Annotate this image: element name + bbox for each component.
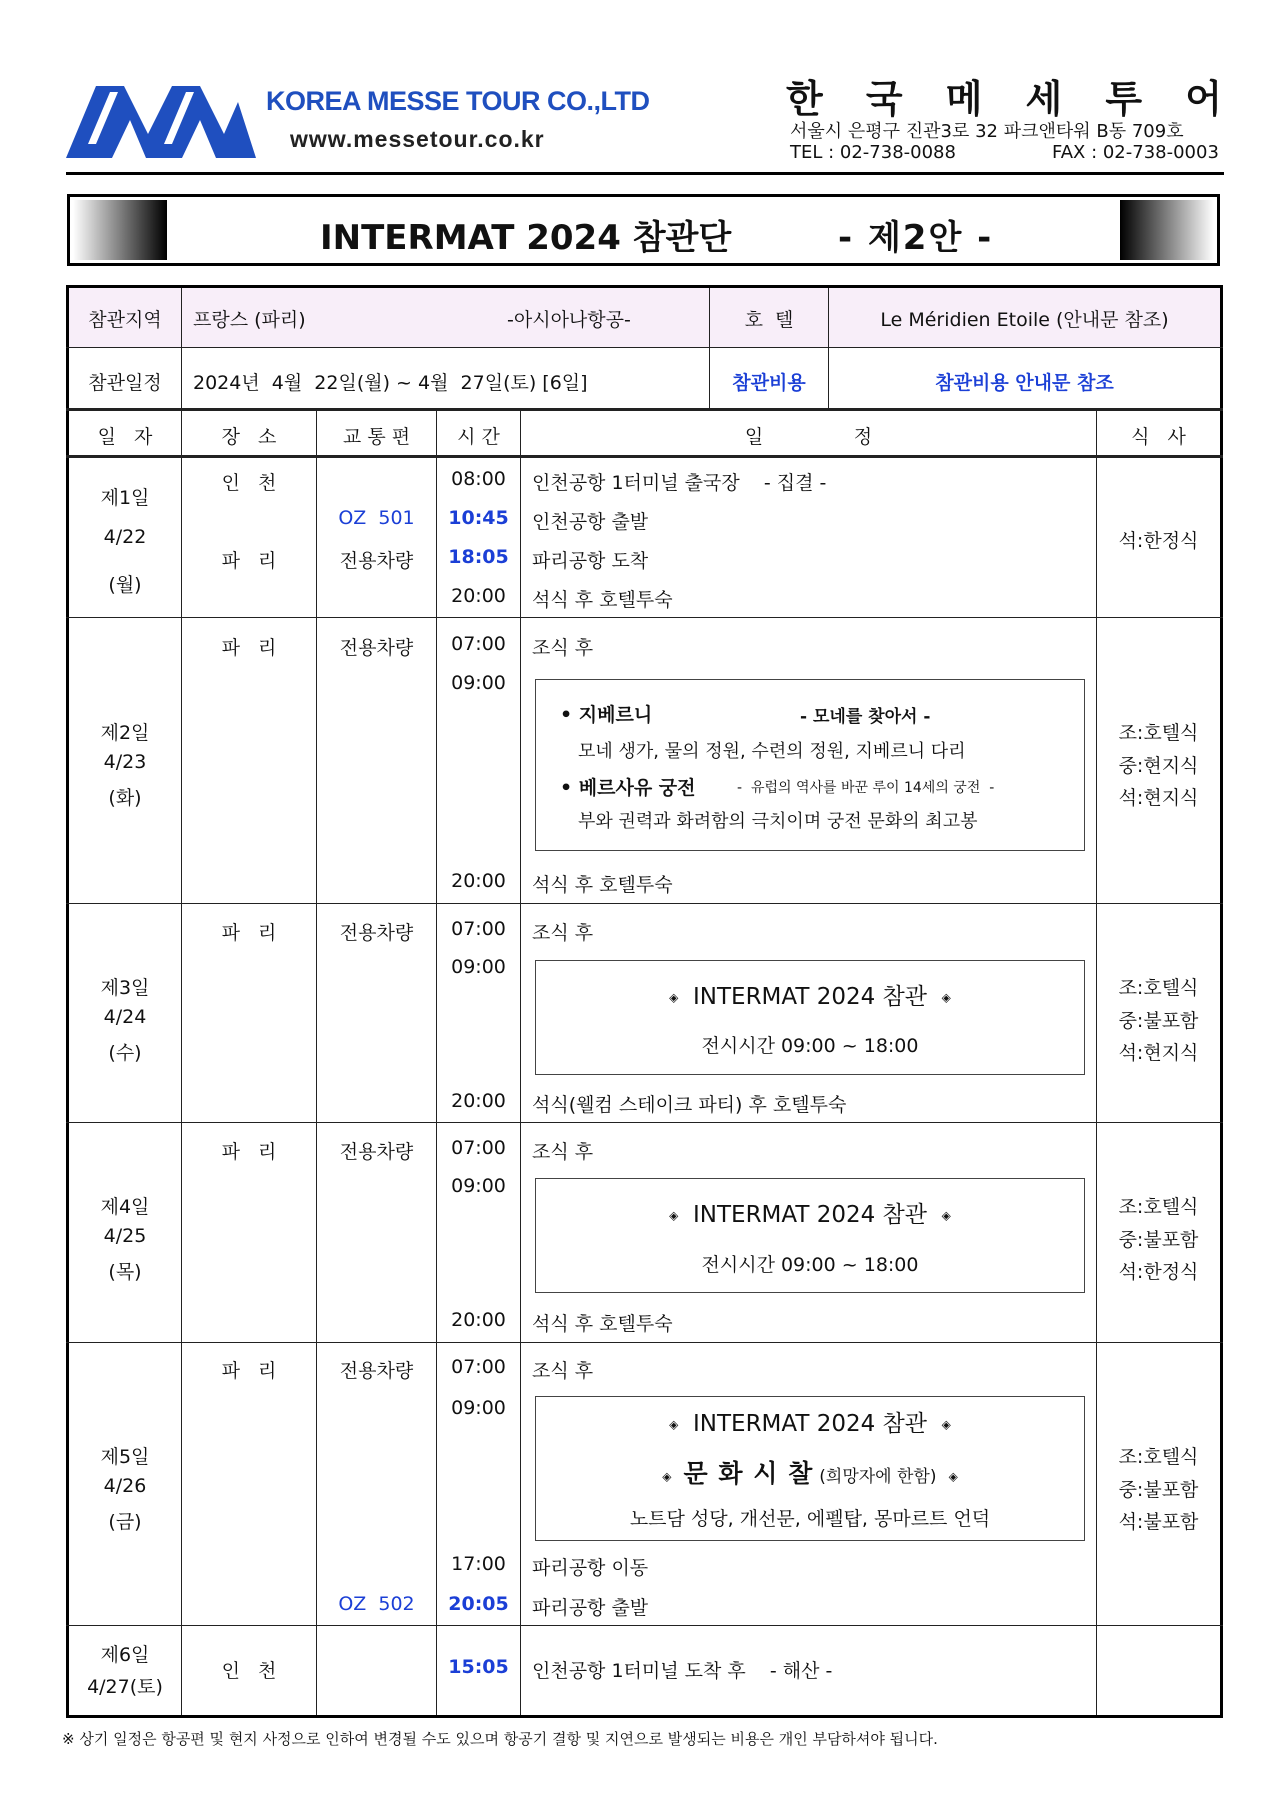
title-gradient-left: [73, 200, 167, 260]
company-website[interactable]: www.messetour.co.kr: [290, 126, 545, 152]
day3-time-1: 07:00: [451, 918, 506, 940]
day3-meal-lunch: 중:불포함: [1118, 1010, 1199, 1032]
day4-meal-dinner: 석:한정식: [1118, 1261, 1199, 1283]
day1-item-1: 인천공항 1터미널 출국장 - 집결 -: [532, 472, 827, 494]
company-fax: FAX : 02-738-0003: [1052, 142, 1219, 163]
day1-meal: 석:한정식: [1118, 530, 1199, 552]
day4-meal-lunch: 중:불포함: [1118, 1229, 1199, 1251]
day6-label: 제6일: [100, 1644, 150, 1666]
day2-time-2: 09:00: [451, 672, 506, 694]
col-schedule: 일 정: [744, 426, 873, 448]
day3-meal-dinner: 석:현지식: [1118, 1042, 1199, 1064]
day6-time: 15:05: [448, 1656, 509, 1678]
day5-item-3: 파리공항 출발: [532, 1597, 649, 1619]
hotel-value: Le Méridien Etoile (안내문 참조): [880, 309, 1169, 331]
diamond-icon: ◈: [941, 1417, 951, 1432]
day5-label: 제5일: [100, 1446, 150, 1468]
day5-weekday: (금): [108, 1511, 142, 1533]
day4-place: 파 리: [221, 1141, 277, 1163]
day4-weekday: (목): [108, 1261, 142, 1283]
company-address: 서울시 은평구 진관3로 32 파크앤타워 B동 709호: [790, 121, 1184, 142]
day4-date: 4/25: [103, 1225, 147, 1247]
company-name-en: KOREA MESSE TOUR CO.,LTD: [266, 86, 650, 116]
day5-meal-lunch: 중:불포함: [1118, 1479, 1199, 1501]
diamond-icon: ◈: [669, 990, 679, 1005]
header-divider: [66, 172, 1224, 175]
day2-vehicle: 전용차량: [339, 637, 414, 659]
day1-item-2: 인천공항 출발: [532, 511, 649, 533]
day2-meal-breakfast: 조:호텔식: [1118, 722, 1199, 744]
day5-date: 4/26: [103, 1475, 147, 1497]
region-value: 프랑스 (파리): [193, 309, 306, 331]
day4-item-1: 조식 후: [532, 1141, 594, 1163]
day1-place-paris: 파 리: [221, 550, 277, 572]
plan-version: - 제2안 -: [838, 218, 994, 258]
company-tel: TEL : 02-738-0088: [790, 142, 956, 163]
day5-tour-sites: 노트담 성당, 개선문, 에펠탑, 몽마르트 언덕: [629, 1508, 991, 1530]
day2-time-1: 07:00: [451, 633, 506, 655]
day5-place: 파 리: [221, 1360, 277, 1382]
day1-time-3: 18:05: [448, 546, 509, 568]
day5-flight: OZ 502: [338, 1593, 415, 1615]
day3-expo-title: ◈ INTERMAT 2024 참관 ◈: [669, 984, 951, 1010]
day5-time-1: 07:00: [451, 1356, 506, 1378]
day2-label: 제2일: [100, 722, 150, 744]
day5-time-3: 17:00: [451, 1553, 506, 1575]
day1-time-4: 20:00: [451, 585, 506, 607]
footnote: ※ 상기 일정은 항공편 및 현지 사정으로 인하여 변경될 수도 있으며 항공기 결항 및 지연으로 발생되는 비용은 개인 부담하셔야 됩니다.: [62, 1730, 938, 1748]
day3-item-2: 석식(웰컴 스테이크 파티) 후 호텔투숙: [532, 1094, 847, 1116]
day6-date: 4/27(토): [87, 1676, 163, 1698]
day4-time-2: 09:00: [451, 1175, 506, 1197]
day4-label: 제4일: [100, 1196, 150, 1218]
day2-tour-b-title: • 베르사유 궁전: [560, 777, 696, 799]
diamond-icon: ◈: [948, 1469, 958, 1484]
day3-item-1: 조식 후: [532, 922, 594, 944]
day2-tour-a-sub: - 모네를 찾아서 -: [800, 707, 931, 727]
day1-vehicle: 전용차량: [339, 550, 414, 572]
hotel-label: 호 텔: [744, 309, 794, 331]
day5-item-2: 파리공항 이동: [532, 1557, 649, 1579]
day3-weekday: (수): [108, 1042, 142, 1064]
day6-place: 인 천: [221, 1660, 277, 1682]
day1-time-1: 08:00: [451, 468, 506, 490]
day2-tour-b-sub: - 유럽의 역사를 바꾼 루이 14세의 궁전 -: [737, 780, 995, 796]
day6-item: 인천공항 1터미널 도착 후 - 해산 -: [532, 1660, 833, 1682]
col-meal: 식 사: [1131, 426, 1186, 448]
col-day: 일 자: [97, 426, 153, 448]
day3-date: 4/24: [103, 1006, 147, 1028]
day5-time-2: 09:00: [451, 1397, 506, 1419]
day3-vehicle: 전용차량: [339, 922, 414, 944]
day2-place: 파 리: [221, 637, 277, 659]
day1-place-incheon: 인 천: [221, 472, 277, 494]
region-label: 참관지역: [88, 309, 162, 331]
company-name-ko: 한 국 메 세 투 어: [786, 77, 1222, 121]
day3-time-2: 09:00: [451, 956, 506, 978]
dates-value: 2024년 4월 22일(월) ~ 4월 27일(토) [6일]: [193, 372, 588, 394]
col-transport: 교 통 편: [342, 426, 411, 448]
day5-meal-breakfast: 조:호텔식: [1118, 1446, 1199, 1468]
day2-tour-b-desc: 부와 권력과 화려함의 극치이며 궁전 문화의 최고봉: [578, 811, 978, 832]
col-place: 장 소: [221, 426, 277, 448]
day1-date: 4/22: [103, 526, 147, 548]
day5-meal-dinner: 석:불포함: [1118, 1511, 1199, 1533]
day5-expo-title: ◈ INTERMAT 2024 참관 ◈: [669, 1411, 951, 1437]
day3-place: 파 리: [221, 922, 277, 944]
day2-date: 4/23: [103, 751, 147, 773]
day1-label: 제1일: [100, 487, 150, 509]
day4-expo-hours: 전시시간 09:00 ~ 18:00: [701, 1254, 919, 1276]
day2-meal-lunch: 중:현지식: [1118, 755, 1199, 777]
day2-time-3: 20:00: [451, 870, 506, 892]
diamond-icon: ◈: [669, 1417, 679, 1432]
day2-item-1: 조식 후: [532, 637, 594, 659]
cost-value: 참관비용 안내문 참조: [935, 372, 1114, 394]
day1-time-2: 10:45: [448, 507, 509, 529]
day4-item-2: 석식 후 호텔투숙: [532, 1313, 673, 1335]
day2-tour-a-desc: 모네 생가, 물의 정원, 수련의 정원, 지베르니 다리: [578, 741, 966, 762]
title-gradient-right: [1120, 200, 1214, 260]
col-time: 시 간: [457, 426, 500, 448]
day1-item-4: 석식 후 호텔투숙: [532, 589, 673, 611]
diamond-icon: ◈: [662, 1469, 672, 1484]
day5-time-4: 20:05: [448, 1593, 509, 1615]
company-logo: [66, 84, 256, 158]
day5-vehicle: 전용차량: [339, 1360, 414, 1382]
day3-time-3: 20:00: [451, 1090, 506, 1112]
day4-time-3: 20:00: [451, 1309, 506, 1331]
day4-time-1: 07:00: [451, 1137, 506, 1159]
day1-weekday: (월): [108, 574, 142, 596]
cost-label: 참관비용: [732, 372, 806, 394]
day2-meal-dinner: 석:현지식: [1118, 787, 1199, 809]
day1-item-3: 파리공항 도착: [532, 550, 649, 572]
diamond-icon: ◈: [941, 1208, 951, 1223]
day4-vehicle: 전용차량: [339, 1141, 414, 1163]
day3-expo-hours: 전시시간 09:00 ~ 18:00: [701, 1035, 919, 1057]
airline: -아시아나항공-: [507, 309, 631, 331]
day2-item-2: 석식 후 호텔투숙: [532, 874, 673, 896]
day2-tour-a-title: • 지베르니: [560, 704, 653, 726]
day3-label: 제3일: [100, 977, 150, 999]
diamond-icon: ◈: [941, 990, 951, 1005]
page-title: INTERMAT 2024 참관단: [320, 218, 732, 258]
dates-label: 참관일정: [88, 372, 162, 394]
day5-tour-line: ◈ 문 화 시 찰 (희망자에 한함) ◈: [662, 1459, 958, 1488]
diamond-icon: ◈: [669, 1208, 679, 1223]
day2-weekday: (화): [108, 787, 142, 809]
day4-expo-title: ◈ INTERMAT 2024 참관 ◈: [669, 1202, 951, 1228]
day3-meal-breakfast: 조:호텔식: [1118, 977, 1199, 999]
day5-item-1: 조식 후: [532, 1360, 594, 1382]
day4-meal-breakfast: 조:호텔식: [1118, 1196, 1199, 1218]
day1-flight: OZ 501: [338, 507, 415, 529]
